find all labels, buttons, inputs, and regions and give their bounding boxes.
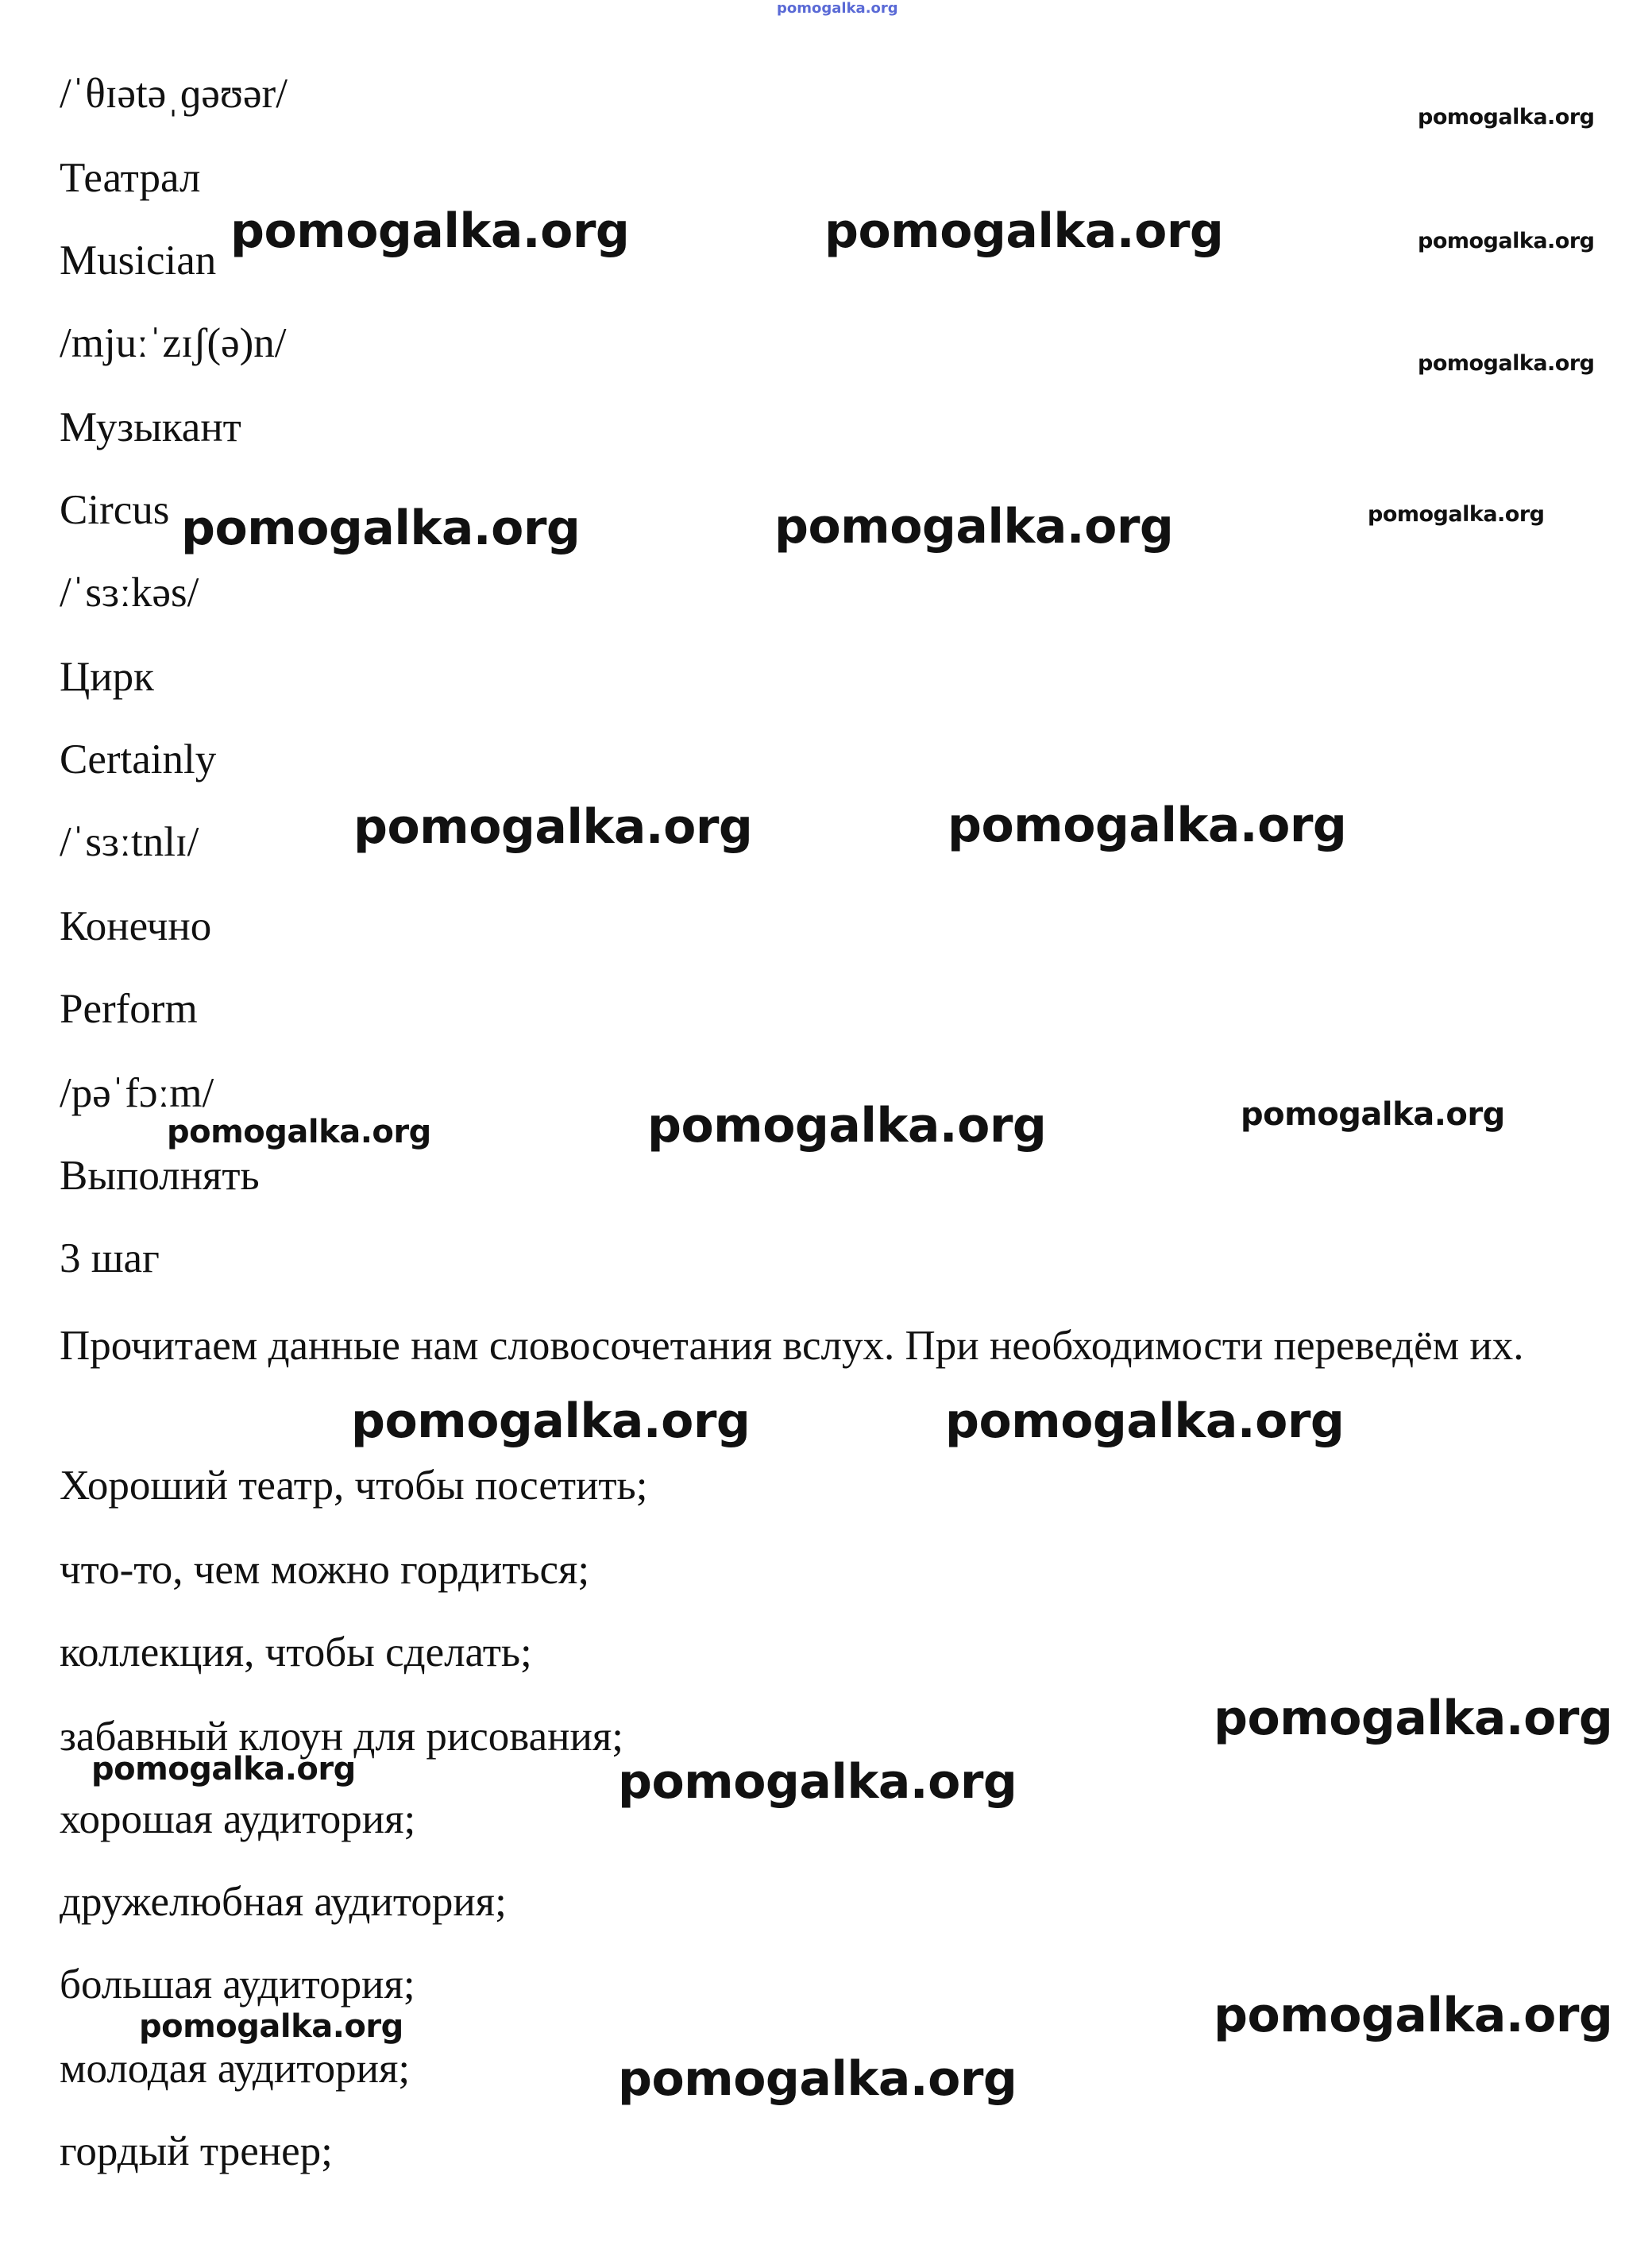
instruction-text: Прочитаем данные нам словосочетания вслух. При необходимости переведём их. [60,1323,1524,1369]
phrase-item: молодая аудитория; [60,2046,411,2092]
watermark: pomogalka.org [618,2051,1017,2107]
phrase-item: забавный клоун для рисования; [60,1714,623,1760]
watermark: pomogalka.org [1418,229,1595,253]
watermark: pomogalka.org [647,1098,1047,1154]
phrase-item: Хороший театр, чтобы посетить; [60,1463,648,1509]
word-certainly: Certainly [60,736,217,783]
phrase-item: гордый тренер; [60,2128,333,2174]
word-musician: Musician [60,238,217,284]
watermark: pomogalka.org [1368,502,1545,527]
word-circus: Circus [60,487,170,533]
word-muzykant: Музыкант [60,404,241,450]
word-vypolnyat: Выполнять [60,1153,260,1199]
watermark: pomogalka.org [948,798,1347,853]
phrase-item: дружелюбная аудитория; [60,1879,507,1925]
watermark: pomogalka.org [1214,1691,1613,1746]
transcription-theatregoer: /ˈθɪətəˌɡəʊər/ [60,71,288,117]
word-teatral: Театрал [60,155,201,201]
word-tsirk: Цирк [60,654,154,700]
transcription-circus: /ˈsɜːkəs/ [60,570,199,616]
watermark: pomogalka.org [618,1754,1017,1810]
word-konechno: Конечно [60,903,212,949]
phrase-item: коллекция, чтобы сделать; [60,1629,532,1675]
transcription-musician: /mjuːˈzɪʃ(ə)n/ [60,320,287,366]
watermark: pomogalka.org [167,1114,431,1150]
watermark: pomogalka.org [1418,105,1595,129]
watermark: pomogalka.org [353,799,753,855]
watermark: pomogalka.org [824,203,1224,259]
phrase-item: что-то, чем можно гордиться; [60,1547,590,1593]
watermark: pomogalka.org [1241,1096,1505,1133]
transcription-certainly: /ˈsɜːtnlɪ/ [60,819,199,865]
watermark: pomogalka.org [1214,1988,1613,2043]
watermark: pomogalka.org [91,1751,356,1787]
watermark: pomogalka.org [139,2008,403,2045]
watermark: pomogalka.org [1418,351,1595,376]
word-perform: Perform [60,986,198,1032]
watermark: pomogalka.org [774,499,1174,555]
phrase-item: большая аудитория; [60,1961,415,2008]
step-heading: 3 шаг [60,1235,160,1281]
watermark: pomogalka.org [181,500,581,556]
phrase-item: хорошая аудитория; [60,1796,416,1842]
watermark: pomogalka.org [351,1393,751,1449]
transcription-perform: /pəˈfɔːm/ [60,1070,214,1116]
header-watermark: pomogalka.org [777,0,898,17]
watermark: pomogalka.org [230,203,630,259]
watermark: pomogalka.org [945,1393,1345,1449]
